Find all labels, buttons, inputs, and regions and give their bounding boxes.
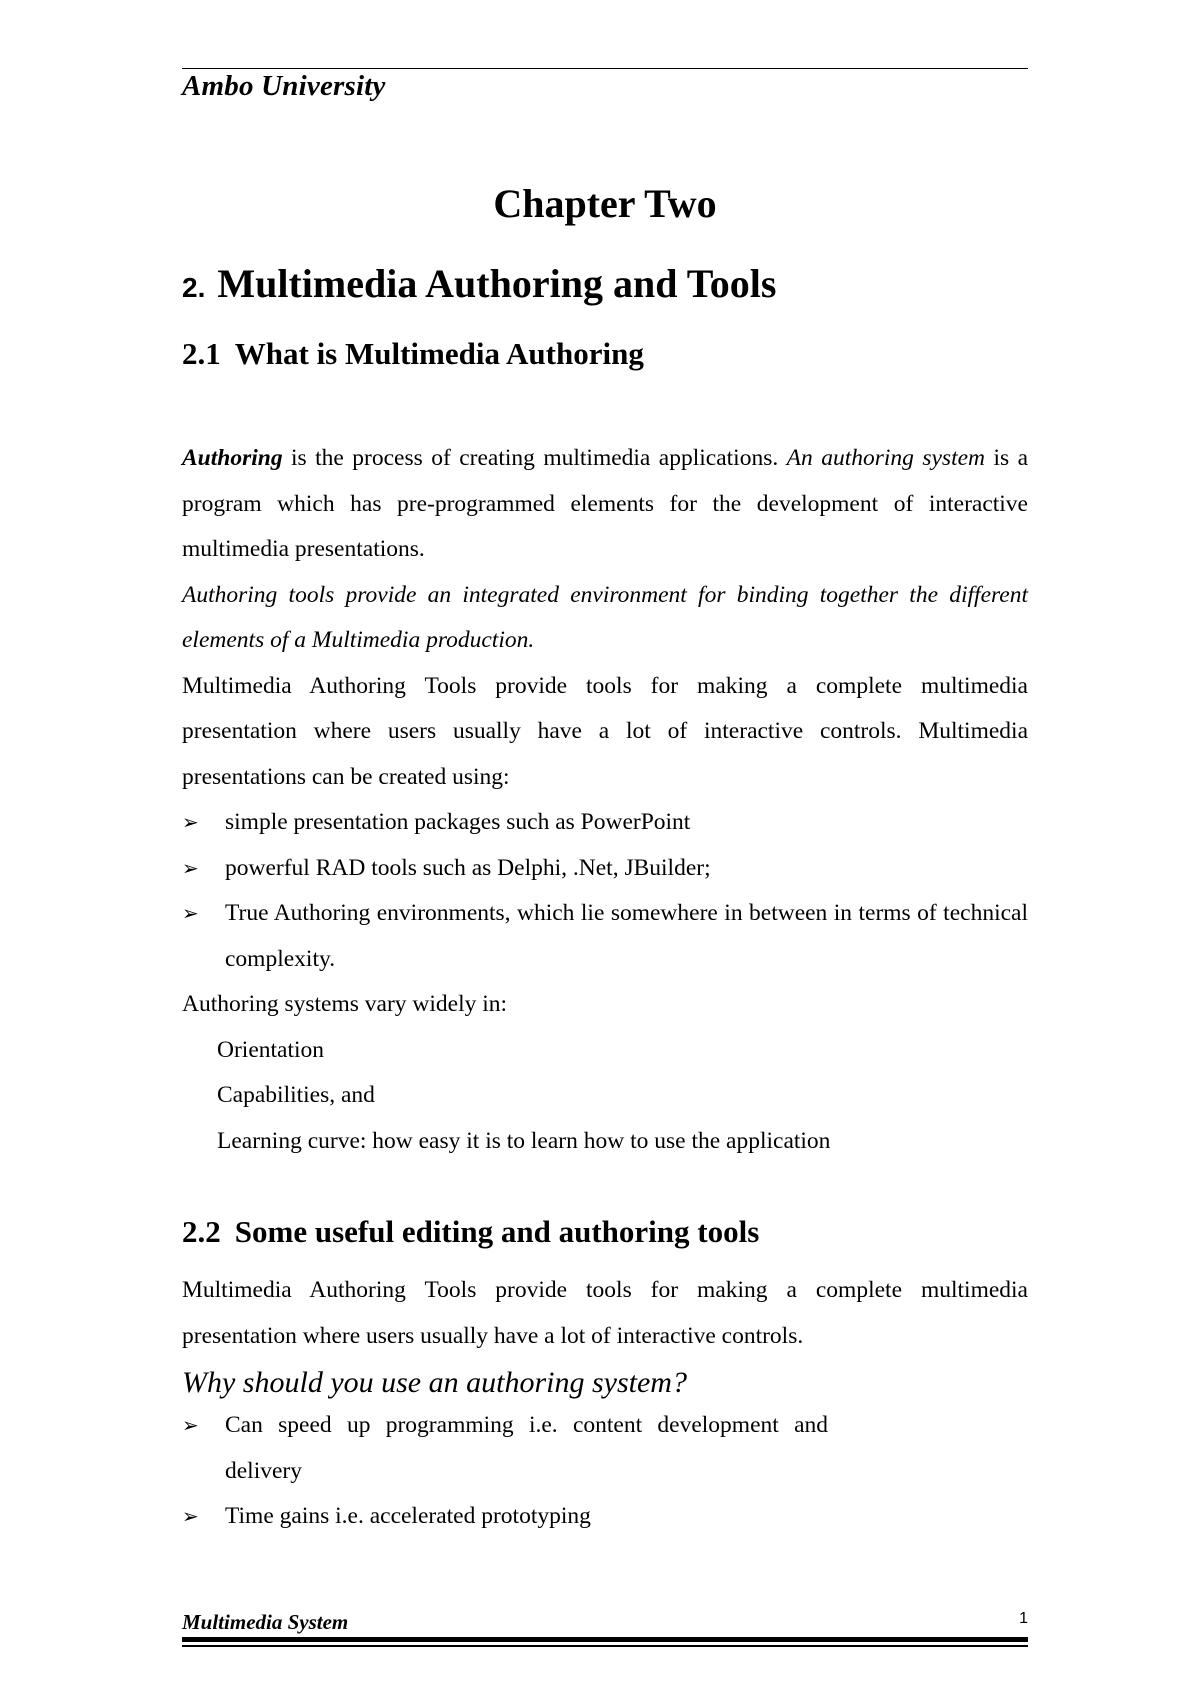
why-heading: Why should you use an authoring system? bbox=[182, 1366, 687, 1399]
section-2-2-heading bbox=[182, 1214, 759, 1250]
list-item-text: Time gains i.e. accelerated prototyping bbox=[225, 1503, 591, 1529]
authoring-definition-paragraph bbox=[182, 436, 1028, 573]
page-number: 1 bbox=[1019, 1610, 1028, 1627]
authoring-definition-text-c: is a program which has pre-programmed elements for the development of interactive multimedia presentations. bbox=[182, 445, 1028, 562]
vary-list-item: Learning curve: how easy it is to learn how to use the application bbox=[217, 1127, 831, 1154]
main-heading-text: Multimedia Authoring and Tools bbox=[217, 261, 777, 306]
list-item-text: True Authoring environments, which lie somewhere in between in terms of technical complexity. bbox=[225, 900, 1028, 972]
section-2-1-number: 2.1 bbox=[182, 336, 221, 371]
list-item bbox=[182, 1494, 1028, 1540]
footer-rule-thin bbox=[182, 1645, 1028, 1647]
main-heading bbox=[182, 260, 776, 307]
list-item-text: powerful RAD tools such as Delphi, .Net, JBuilder; bbox=[225, 854, 711, 881]
section-2-2-body bbox=[182, 1268, 1028, 1540]
authoring-tools-description-paragraph: Multimedia Authoring Tools provide tools for making a complete multimedia presentation where users usually have a lot of interactive controls. Multimedia presentations can be created using: bbox=[182, 672, 1028, 790]
header-rule bbox=[182, 68, 1028, 69]
list-item bbox=[182, 800, 1028, 846]
section-2-2-title: Some useful editing and authoring tools bbox=[234, 1214, 760, 1249]
authoring-system-term: An authoring system bbox=[786, 445, 986, 471]
section-2-2-paragraph: Multimedia Authoring Tools provide tools for making a complete multimedia presentation where users usually have a lot of interactive controls. bbox=[182, 1277, 1028, 1349]
vary-list-item: Capabilities, and bbox=[217, 1082, 375, 1108]
page-footer bbox=[182, 1610, 1028, 1635]
arrow-bullet-icon: ➢ bbox=[182, 901, 199, 925]
authoring-definition-text-a: is the process of creating multimedia applications. bbox=[282, 445, 787, 471]
arrow-bullet-icon: ➢ bbox=[182, 1413, 199, 1437]
list-item bbox=[182, 891, 1028, 982]
footer-course: Multimedia System bbox=[182, 1610, 349, 1634]
arrow-bullet-icon: ➢ bbox=[182, 855, 199, 880]
vary-intro-text: Authoring systems vary widely in: bbox=[182, 991, 508, 1017]
chapter-title: Chapter Two bbox=[493, 181, 717, 226]
header-university: Ambo University bbox=[182, 70, 386, 102]
section-2-1-body bbox=[182, 436, 1028, 1164]
main-heading-number: 2. bbox=[182, 272, 206, 303]
list-item bbox=[182, 1403, 1028, 1494]
arrow-bullet-icon: ➢ bbox=[182, 1504, 199, 1528]
section-2-2-number: 2.2 bbox=[182, 1214, 221, 1249]
authoring-term: Authoring bbox=[182, 445, 283, 471]
authoring-tools-paragraph: Authoring tools provide an integrated environment for binding together the different elements of a Multimedia production. bbox=[182, 581, 1028, 653]
footer-rule-thick bbox=[182, 1637, 1028, 1642]
list-item bbox=[182, 846, 1028, 892]
vary-list-item: Orientation bbox=[217, 1036, 325, 1063]
list-item-text: Can speed up programming i.e. content development and delivery bbox=[225, 1412, 828, 1484]
section-2-1-heading bbox=[182, 336, 644, 372]
section-2-1-title: What is Multimedia Authoring bbox=[234, 336, 644, 371]
list-item-text: simple presentation packages such as PowerPoint bbox=[225, 809, 691, 835]
arrow-bullet-icon: ➢ bbox=[182, 810, 199, 834]
